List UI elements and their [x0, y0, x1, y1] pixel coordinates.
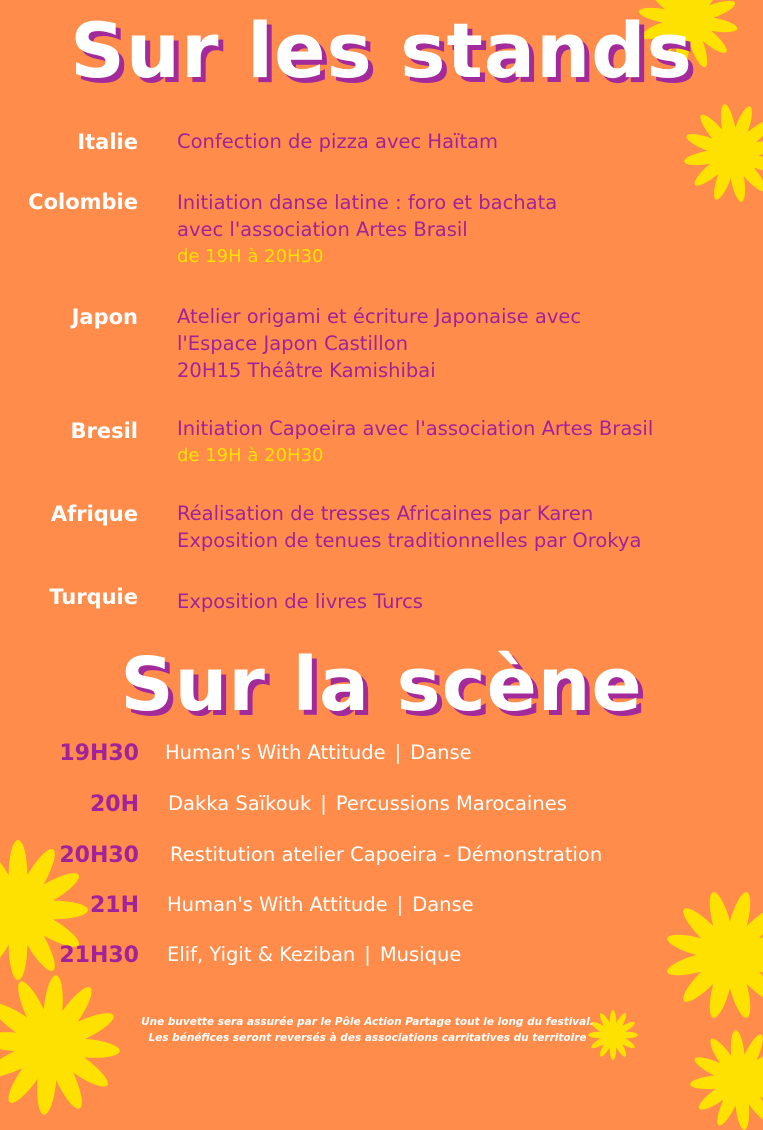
- scene-act-name: Human's With Attitude: [167, 893, 388, 916]
- stand-country: Italie: [77, 130, 138, 154]
- scene-genre: Danse: [410, 741, 472, 764]
- scene-act: [167, 893, 474, 916]
- scene-act-name: Dakka Saïkouk: [168, 792, 312, 815]
- stand-line: Réalisation de tresses Africaines par Karen: [177, 502, 594, 525]
- scene-time: 20H30: [59, 843, 139, 868]
- stand-description: [177, 189, 557, 270]
- scene-act-name: Elif, Yigit & Keziban: [167, 943, 356, 966]
- scene-act: [170, 843, 602, 866]
- stand-time: de 19H à 20H30: [177, 445, 324, 466]
- stand-line: Exposition de tenues traditionnelles par Orokya: [177, 529, 642, 552]
- flower-right-upper-icon: [678, 98, 763, 208]
- stands-title: Sur les stands: [70, 6, 693, 95]
- stand-country: Colombie: [28, 190, 138, 214]
- stand-description: [177, 500, 641, 554]
- stand-description: [177, 588, 423, 615]
- scene-separator: |: [320, 792, 327, 815]
- scene-act-name: Restitution atelier Capoeira - Démonstration: [170, 843, 603, 866]
- stand-description: [177, 303, 581, 384]
- stand-line: Atelier origami et écriture Japonaise avec: [177, 305, 582, 328]
- stand-country: Bresil: [70, 419, 138, 443]
- stand-line: avec l'association Artes Brasil: [177, 218, 468, 241]
- scene-genre: Percussions Marocaines: [335, 792, 567, 815]
- stand-line: 20H15 Théâtre Kamishibai: [177, 359, 436, 382]
- scene-time: 21H: [89, 893, 139, 918]
- stand-line: Initiation Capoeira avec l'association Artes Brasil: [177, 417, 654, 440]
- footer-line: Une buvette sera assurée par le Pôle Action Partage tout le long du festival.: [141, 1016, 594, 1028]
- stand-country: Japon: [71, 305, 138, 329]
- stand-country: Afrique: [50, 502, 138, 526]
- scene-time: 19H30: [59, 741, 139, 766]
- scene-time: 20H: [89, 792, 139, 817]
- scene-separator: |: [396, 893, 404, 916]
- stand-line: l'Espace Japon Castillon: [177, 332, 408, 355]
- stand-line: Initiation danse latine : foro et bachata: [177, 191, 558, 214]
- flower-right-lower-icon: [665, 890, 763, 1020]
- stand-description: [177, 415, 653, 469]
- scene-act: [167, 943, 461, 966]
- footer-note: [0, 1014, 735, 1046]
- scene-genre: Danse: [412, 893, 474, 916]
- stand-country: Turquie: [49, 585, 138, 609]
- scene-act-name: Human's With Attitude: [165, 741, 386, 764]
- stand-description: [177, 128, 498, 155]
- scene-separator: |: [364, 943, 371, 966]
- scene-act: [165, 741, 472, 764]
- stand-line: Confection de pizza avec Haïtam: [177, 130, 499, 153]
- scene-genre: Musique: [379, 943, 462, 966]
- stand-time: de 19H à 20H30: [177, 246, 324, 267]
- scene-separator: |: [394, 741, 402, 764]
- footer-line: Les bénéfices seront reversés à des associations carritatives du territoire: [148, 1032, 587, 1044]
- scene-title: Sur la scène: [120, 642, 643, 728]
- scene-time: 21H30: [59, 943, 139, 968]
- stand-line: Exposition de livres Turcs: [177, 590, 423, 613]
- scene-act: [168, 792, 567, 815]
